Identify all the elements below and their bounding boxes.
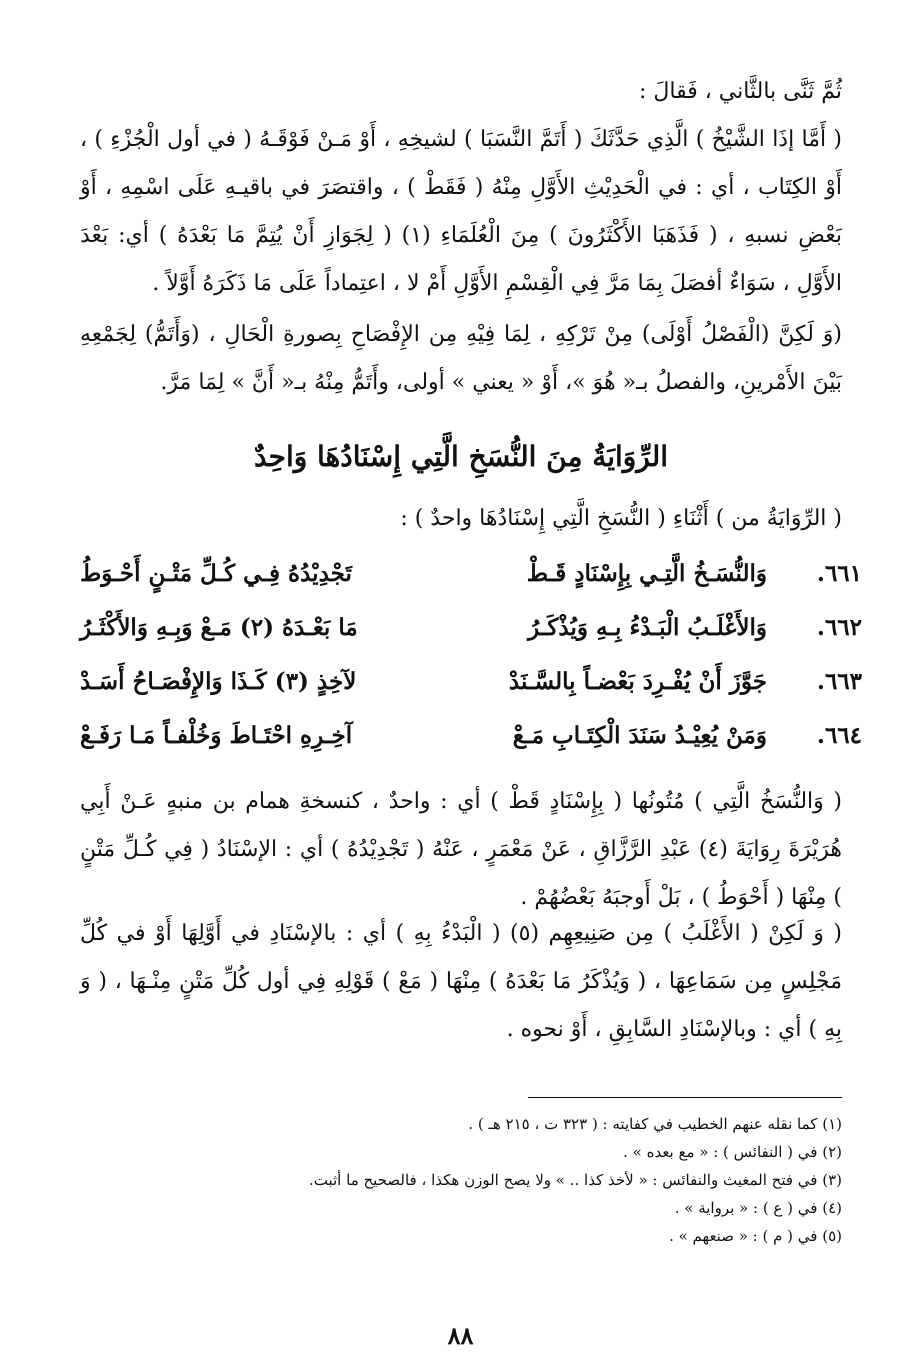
verse-number: ٦٦١. bbox=[816, 560, 862, 587]
verse-line bbox=[80, 668, 862, 712]
footnote: (١) كما نقله عنهم الخطيب في كفايته : ( ٣٢٣ ت ، ٢١٥ هـ ) . bbox=[468, 1115, 842, 1133]
paragraph-1: ( أَمَّا إذَا الشَّيْخُ ) الَّذِي حَدَّثَكَ ( أَتَمَّ النَّسَبَا ) لشيخِهِ ، أَوْ مَـنْ فَوْقَـهُ ( في أول الْجُزْءِ ) ، أَوْ الكِتَاب ، أي : في الْحَدِيْثِ الأَوَّلِ مِنْهُ ( فَقَطْ ) ، واقتصَرَ في باقيـهِ عَلَى اسْمِهِ ، أَوْ بَعْضِ نسبهِ ، ( فَذَهَبَا الأَكْثَرُونَ ) مِنَ الْعُلَمَاءِ (١) ( لِجَوَازِ أَنْ يُتِمَّ مَا بَعْدَهُ ) أي: بَعْدَ الأَوَّلِ ، سَوَاءٌ أفصَلَ بِمَا مَرَّ فِي الْقِسْمِ الأَوَّلِ أَمْ لا ، اعتِماداً عَلَى مَا ذَكَرَهُ أَوَّلاً . bbox=[80, 127, 842, 296]
section-subheading: ( الرِّوَايَةُ من ) أَثْنَاءِ ( النُّسَخِ الَّتِي إِسْنَادُهَا واحدٌ ) : bbox=[400, 506, 842, 531]
footnote: (٥) في ( م ) : « صنعهم » . bbox=[669, 1227, 842, 1245]
intro-line: ثُمَّ ثَنَّى بالثَّاني ، فَقالَ : bbox=[638, 79, 842, 104]
verse-commentary: ( وَالنُّسَخُ الَّتِي ) مُتُونُها ( بِإِسْنَادٍ قَطْ ) أي : واحدٌ ، كنسخةِ همام بن منبهٍ عَـنْ أَبِي هُرَيْرَةَ رِوَايَةَ (٤) عَبْدِ الرَّزَّاقِ ، عَنْ مَعْمَرٍ ، عَنْهُ ( تَجْدِيْدُهُ ) أي : الإسْنَادُ ( فِي كُـلِّ مَتْنٍ ) مِنْهَا ( أَحْوَطُ ) ، بَلْ أَوجبَهُ بَعْضُهُمْ . bbox=[80, 789, 842, 910]
verse-first-hemistich: وَمَنْ يُعِيْـدُ سَنَدَ الْكِتَـابِ مَـعْ bbox=[512, 722, 767, 749]
footnote-divider bbox=[528, 1097, 842, 1098]
verse-number: ٦٦٤. bbox=[816, 722, 862, 749]
verse-second-hemistich: لآخِذٍ (٣) كَـذَا وَالإِفْصَـاحُ أَسَـدْ bbox=[80, 668, 357, 695]
verse-line bbox=[80, 614, 862, 658]
footnote: (٤) في ( ع ) : « برواية » . bbox=[674, 1199, 842, 1217]
verse-second-hemistich: تَجْدِيْدُهُ فِـي كُـلِّ مَتْـنٍ أَحْـوَطُ bbox=[80, 560, 352, 587]
verse-first-hemistich: جَوَّزَ أَنْ يُفْـرِدَ بَعْضـاً بِالسَّـنَدْ bbox=[508, 668, 767, 695]
verse-second-hemistich: آخِـرِهِ احْتَـاطَ وَخُلْفـاً مَـا رَفَـعْ bbox=[80, 722, 353, 749]
verse-line bbox=[80, 722, 862, 766]
footnote: (٣) في فتح المغيث والنفائس : « لأخذ كذا .. » ولا يصح الوزن هكذا ، فالصحيح ما أثبت. bbox=[308, 1171, 842, 1189]
verse-first-hemistich: وَالنُّسَـخُ الَّتِـي بِإِسْنَادٍ قَـطْ bbox=[526, 560, 767, 587]
footnotes bbox=[80, 1110, 842, 1250]
verse-number: ٦٦٢. bbox=[816, 614, 862, 641]
section-heading: الرِّوَايَةُ مِنَ النُّسَخِ الَّتِي إِسْنَادُهَا وَاحِدٌ bbox=[253, 440, 669, 473]
verse-second-hemistich: مَا بَعْـدَهُ (٢) مَـعْ وَبِـهِ وَالأَكْثَـرُ bbox=[80, 614, 358, 641]
paragraph-2: (وَ لَكِنَّ (الْفَصْلُ أَوْلَى) مِنْ تَرْكِهِ ، لِمَا فِيْهِ مِن الإِفْصَاحِ بِصورةِ الْحَالِ ، (وَأَتَمُّ) لِجَمْعِهِ بَيْنَ الأَمْرينِ، والفصلُ بـ« هُوَ »، أَوْ « يعني » أولى، وأَتَمُّ مِنْهُ بـ« أَنَّ » لِمَا مَرَّ. bbox=[80, 322, 842, 395]
verse-line bbox=[80, 560, 862, 604]
footnote: (٢) في ( النفائس ) : « مع بعده » . bbox=[623, 1143, 842, 1161]
page-number: ٨٨ bbox=[447, 1321, 474, 1350]
paragraph-3: ( وَ لَكِنْ ( الأَغْلَبُ ) مِن صَنِيعِهِم (٥) ( الْبَدْءُ بِهِ ) أي : بالإسْنَادِ في أَوَّلِهَا أَوْ في كُلِّ مَجْلِسٍ مِن سَمَاعِهَا ، ( وَيُذْكَرُ مَا بَعْدَهُ ) مِنْهَا ( مَعْ ) قَوْلِهِ فِي أول كُلِّ مَتْنٍ مِنْـهَا ، ( وَ بِهِ ) أي : وبالإسْنَادِ السَّابِقِ ، أَوْ نحوه . bbox=[80, 921, 843, 1042]
verse-first-hemistich: وَالأَغْلَـبُ الْبَـدْءُ بِـهِ وَيُذْكَـرُ bbox=[528, 614, 767, 641]
verse-number: ٦٦٣. bbox=[816, 668, 862, 695]
